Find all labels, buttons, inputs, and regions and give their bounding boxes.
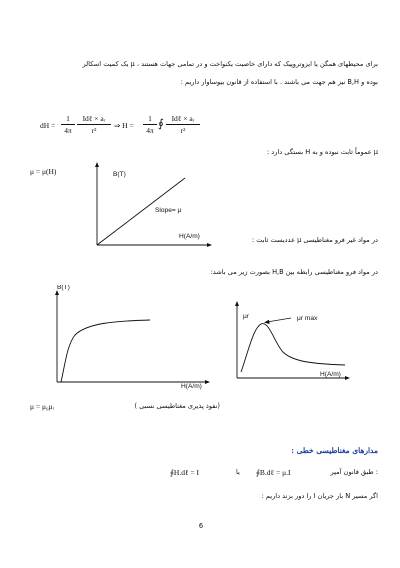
graph1-y-arrow bbox=[95, 162, 99, 167]
eq-frac2-bar bbox=[77, 124, 111, 125]
ampere-text: : طبق قانون آمپر bbox=[330, 468, 378, 476]
page-number: 6 bbox=[198, 522, 204, 530]
eq-arrow: ⇒ H = bbox=[114, 121, 134, 130]
eq-frac3-bar bbox=[143, 124, 157, 125]
graph2-x-label: H(A/m) bbox=[181, 383, 202, 390]
graph3-curve bbox=[241, 324, 345, 372]
eq-frac2-den: r² bbox=[91, 126, 97, 135]
ampere-formula-1: ∮B.dℓ = μ.I bbox=[256, 468, 291, 477]
graph-relative-permeability bbox=[225, 298, 355, 388]
paragraph-3: در مواد غیر فرو مغناطیسی μ عددیست ثابت : bbox=[251, 236, 378, 244]
graph3-y-label: μr bbox=[243, 313, 249, 320]
eq-frac3-num: 1 bbox=[148, 114, 152, 123]
graph-linear-bh bbox=[85, 160, 215, 260]
eq-lhs: dH = bbox=[40, 121, 56, 130]
graph3-x-label: H(A/m) bbox=[320, 371, 341, 378]
graph1-x-label: H(A/m) bbox=[179, 233, 200, 240]
biot-savart-equation bbox=[40, 112, 210, 144]
relative-permeability-formula: μ = μ₀μᵣ bbox=[30, 402, 55, 411]
eq-frac4-bar bbox=[166, 124, 200, 125]
eq-integral: ∮ bbox=[158, 118, 164, 130]
relative-permeability-text: (نفوذ پذیری مغناطیسی نسبی ) bbox=[134, 402, 220, 410]
graph2-y-label: B(T) bbox=[57, 285, 70, 291]
eq-frac4-den: r² bbox=[180, 126, 186, 135]
eq-frac1-den: 4π bbox=[64, 126, 72, 135]
eq-frac4-num: Idℓ × aᵣ bbox=[171, 114, 195, 123]
graph3-y-arrow bbox=[235, 301, 239, 306]
graph2-x-arrow bbox=[205, 380, 210, 384]
graph1-slope-label: Slope= μ bbox=[155, 207, 182, 214]
section-heading: مدارهای مغناطیسی خطی : bbox=[291, 446, 378, 455]
graph3-max-label: μr max bbox=[297, 315, 318, 322]
eq-frac3-den: 4π bbox=[146, 126, 154, 135]
mu-of-h-label: μ = μ(H) bbox=[30, 167, 57, 176]
eq-frac1-bar bbox=[61, 124, 75, 125]
graph3-max-arrowhead bbox=[264, 320, 270, 324]
graph1-y-label: B(T) bbox=[113, 171, 126, 178]
paragraph-1-line-2: بوده و B,H نیز هم جهت می باشند . با استفاده از قانون بیوساوار داریم : bbox=[180, 78, 378, 86]
paragraph-4: در مواد فرو مغناطیسی رابطه بین H,B بصورت زیر می باشد: bbox=[210, 268, 378, 276]
ampere-formula-2: ∮H.dℓ = I bbox=[170, 468, 200, 477]
graph3-max-pointer bbox=[267, 318, 291, 322]
paragraph-2: μ عموماً ثابت نبوده و به H بستگی دارد : bbox=[266, 148, 378, 156]
graph-saturation-bh bbox=[45, 285, 215, 395]
eq-frac2-num: Idℓ × aᵣ bbox=[82, 114, 106, 123]
ampere-connector: یا bbox=[236, 468, 240, 476]
last-line: اگر مسیر N بار جریان I را دور بزند داریم : bbox=[261, 492, 378, 500]
graph2-curve bbox=[61, 320, 150, 382]
paragraph-1-line-1: برای محیطهای همگن یا ایزوتروپیک که دارای خاصیت یکنواخت و در تمامی جهات هستند ، μ یک کمیت اسکالر bbox=[82, 60, 378, 68]
eq-frac1-num: 1 bbox=[66, 114, 70, 123]
graph3-x-arrow bbox=[345, 376, 350, 380]
